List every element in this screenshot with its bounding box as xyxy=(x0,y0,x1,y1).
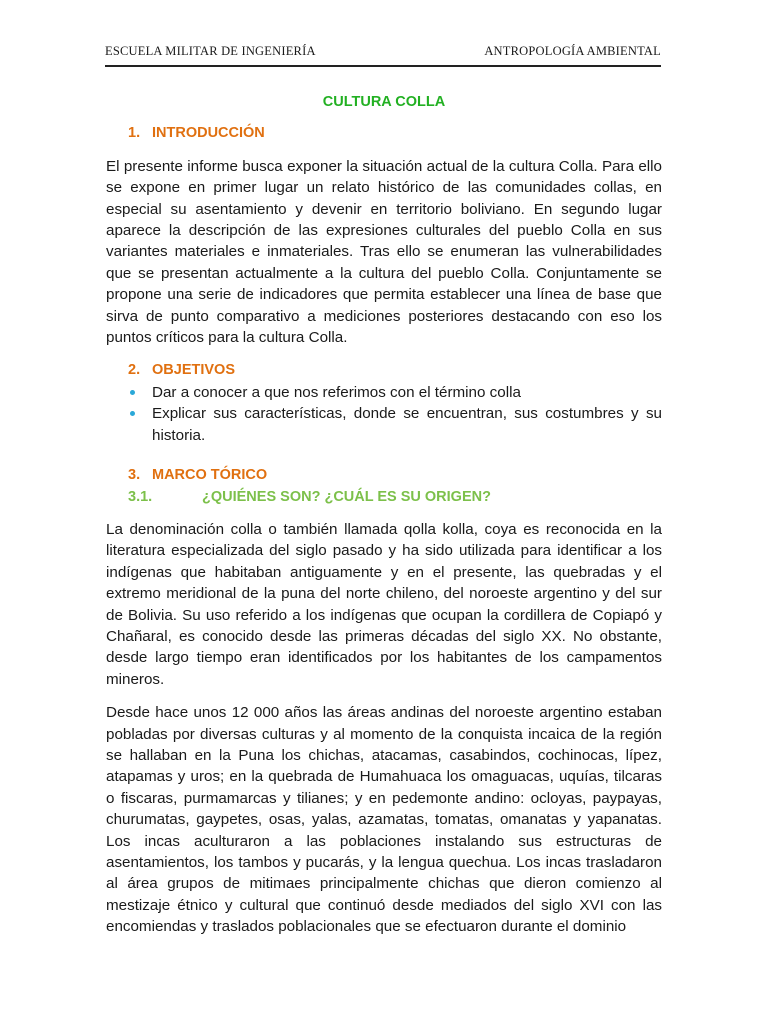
objectives-list xyxy=(106,382,662,446)
section-heading-introduccion xyxy=(106,123,662,144)
paragraph-historia: Desde hace unos 12 000 años las áreas andinas del noroeste argentino estaban pobladas por diversas culturas y al momento de la conquista incaica de la región se hallaban en la Puna los chichas, atacamas, casabindos, cochinocas, lípez, atapamas y uros; en la quebrada de Humahuaca los omaguacas, uquías, tilcaras o fiscaras, purmamarcas y tilianes; y en pedemonte andino: ocloyas, paypayas, churumatas, gaypetes, osas, yalas, azamatas, tomatas, omanatas y yapanatas. Los incas aculturaron a las poblaciones instalando sus estructuras de asentamientos, los tambos y pucarás, y la lengua quechua. Los incas trasladaron al área grupos de mitimaes principalmente chichas que dieron comienzo al mestizaje étnico y cultural que continuó desde mediados del siglo XVI con las encomiendas y traslados poblacionales que se efectuaron durante el dominio xyxy=(106,704,662,936)
document-body xyxy=(106,92,662,938)
paragraph-denominacion: La denominación colla o también llamada qolla kolla, coya es reconocida en la literatura especializada del siglo pasado y ha sido utilizada para identificar a los indígenas que habitaban antiguamente y en el presente, las quebradas y el extremo meridional de la puna del norte chileno, del noroeste argentino y del sur de Bolivia. Su uso referido a los indígenas que ocupan la cordillera de Copiapó y Chañaral, es conocido desde las primeras décadas del siglo XX. No obstante, desde largo tiempo eran identificados por los habitantes de los campamentos mineros. xyxy=(106,520,662,688)
section-title: INTRODUCCIÓN xyxy=(152,125,265,142)
list-item-text: Explicar sus características, donde se encuentran, sus costumbres y su historia. xyxy=(152,405,662,444)
subsection-heading-origen xyxy=(106,487,662,508)
section-number: 3. xyxy=(128,467,141,484)
section-number: 2. xyxy=(128,362,141,379)
list-item xyxy=(106,403,662,446)
section-number: 1. xyxy=(128,125,141,142)
paragraph-introduccion: El presente informe busca exponer la situación actual de la cultura Colla. Para ello se expone en primer lugar un relato histórico de las comunidades collas, en especial su asentamiento y devenir en territorio boliviano. En segundo lugar aparece la descripción de las expresiones culturales del pueblo Colla en sus variantes materiales e inmateriales. Tras ello se enumeran las vulnerabilidades que se presentan actualmente a la cultura del pueblo Colla. Conjuntamente se propone una serie de indicadores que permita establecer una línea de base que sirva de punto comparativo a mediciones posteriores destacando con eso los puntos críticos para la cultura Colla. xyxy=(106,157,662,347)
page-header xyxy=(105,44,661,67)
section-heading-marco-teorico xyxy=(106,465,662,486)
section-title: OBJETIVOS xyxy=(152,362,235,379)
section-title: MARCO TÓRICO xyxy=(152,467,268,484)
bullet-icon xyxy=(130,390,135,395)
subsection-title: ¿QUIÉNES SON? ¿CUÁL ES SU ORIGEN? xyxy=(202,488,491,505)
list-item-text: Dar a conocer a que nos referimos con el término colla xyxy=(152,383,521,401)
section-heading-objetivos xyxy=(106,360,662,381)
header-institution: ESCUELA MILITAR DE INGENIERÍA xyxy=(105,44,316,58)
header-subject: ANTROPOLOGÍA AMBIENTAL xyxy=(484,44,661,58)
document-title: CULTURA COLLA xyxy=(322,94,446,110)
bullet-icon xyxy=(130,411,135,416)
subsection-number: 3.1. xyxy=(128,488,153,505)
list-item xyxy=(106,382,662,403)
